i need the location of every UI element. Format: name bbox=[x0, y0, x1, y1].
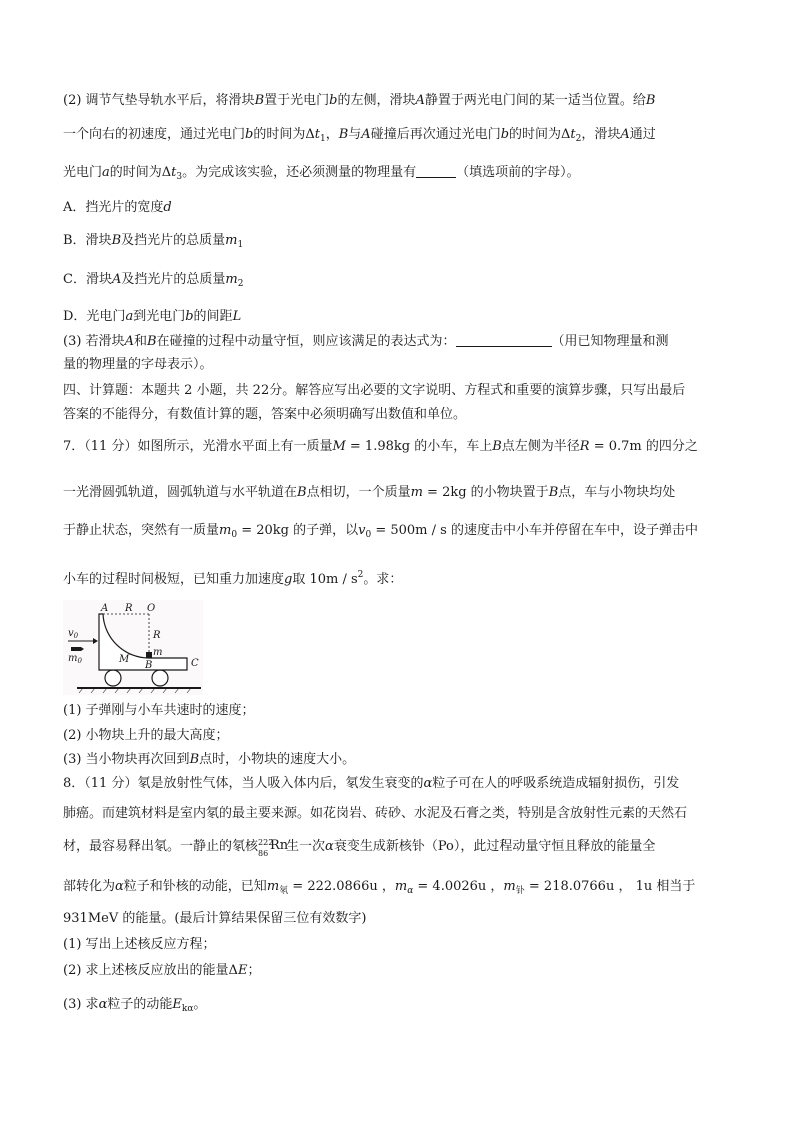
text: = 20kg 的子弹，以 bbox=[237, 523, 359, 538]
symbol-a: a bbox=[102, 165, 110, 180]
text: 到光电门 bbox=[133, 309, 186, 324]
small-block bbox=[146, 652, 152, 658]
symbol-a: a bbox=[125, 309, 134, 324]
label-R-top: R bbox=[125, 603, 133, 614]
label-m0: $m_0$ bbox=[68, 653, 82, 665]
text: 小车的过程时间极短，已知重力加速度 bbox=[63, 572, 285, 587]
symbol-v: v bbox=[358, 523, 366, 538]
cart-diagram bbox=[63, 600, 203, 695]
text: 与 bbox=[348, 127, 362, 142]
text: 点相切，一个质量 bbox=[306, 485, 411, 500]
symbol-alpha: α bbox=[423, 776, 433, 791]
text: 的时间为Δ bbox=[509, 127, 571, 142]
option-b bbox=[63, 232, 754, 254]
text: 粒子可在人的呼吸系统造成辐射损伤，引发 bbox=[432, 776, 680, 791]
p7-line-2 bbox=[63, 484, 754, 502]
symbol-A: A bbox=[124, 334, 134, 349]
symbol-b: b bbox=[245, 127, 254, 142]
symbol-m: m bbox=[225, 272, 238, 287]
q2-line-3 bbox=[63, 164, 754, 186]
text: 的间距 bbox=[193, 309, 233, 324]
element-symbol: Rn bbox=[270, 838, 289, 853]
subscript: 氡 bbox=[279, 886, 289, 896]
text: (3) 求 bbox=[63, 997, 99, 1012]
symbol-B: B bbox=[254, 93, 265, 108]
subscript: kα bbox=[181, 1004, 194, 1014]
wheel bbox=[152, 670, 168, 686]
radon-nucleus bbox=[258, 836, 289, 858]
symbol-B: B bbox=[338, 127, 349, 142]
symbol-B: B bbox=[645, 93, 656, 108]
symbol-t: t bbox=[570, 127, 576, 142]
symbol-alpha: α bbox=[325, 839, 334, 854]
symbol-m: m bbox=[503, 879, 516, 894]
symbol-t: t bbox=[171, 165, 177, 180]
text: B．滑块 bbox=[63, 233, 112, 248]
option-c bbox=[63, 271, 754, 293]
symbol-B: B bbox=[189, 752, 200, 767]
charge-number: 86 bbox=[258, 849, 269, 858]
subscript: 1 bbox=[237, 240, 244, 250]
symbol-b: b bbox=[500, 127, 510, 142]
subscript: 2 bbox=[575, 134, 582, 144]
p8-line-2: 肺癌。而建筑材料是室内氡的最主要来源。如花岗岩、砖砂、水泥及石膏之类，特别是含放射性元素的天然石 bbox=[63, 806, 688, 821]
text: 光电门 bbox=[63, 165, 103, 180]
text: = 2kg 的小物块置于 bbox=[422, 485, 549, 500]
symbol-d: d bbox=[163, 200, 172, 215]
text: 和 bbox=[133, 334, 147, 349]
text: = 1.98kg 的小车，车上 bbox=[345, 439, 493, 454]
label-m: m bbox=[153, 647, 163, 658]
symbol-m: m bbox=[225, 233, 238, 248]
p8-line-5: 931MeV 的能量。(最后计算结果保留三位有效数字) bbox=[63, 911, 367, 926]
text: 粒子的动能 bbox=[107, 997, 173, 1012]
label-v0: $v_0$ bbox=[68, 628, 79, 640]
text: 置于光电门 bbox=[264, 93, 330, 108]
text: = 500m / s 的速度击中小车并停留在车中，设子弹击中 bbox=[371, 523, 698, 538]
symbol-E: E bbox=[172, 997, 182, 1012]
text: = 0.7m 的四分之 bbox=[589, 439, 698, 454]
symbol-A: A bbox=[620, 127, 630, 142]
symbol-B: B bbox=[111, 233, 122, 248]
p7-line-3 bbox=[63, 522, 754, 544]
text: = 4.0026u ， bbox=[413, 879, 504, 894]
symbol-L: L bbox=[232, 309, 242, 324]
text: = 218.0766u ， 1u 相当于 bbox=[524, 879, 696, 894]
text: 的左侧，滑块 bbox=[337, 93, 416, 108]
p8-line-3 bbox=[63, 836, 754, 856]
option-a bbox=[63, 199, 754, 217]
p7-sub-1: (1) 子弹刚与小车共速时的速度； bbox=[63, 703, 255, 718]
text: 衰变生成新核钋（Po），此过程动量守恒且释放的能量全 bbox=[333, 839, 656, 854]
label-A: A bbox=[101, 603, 109, 614]
p7-line-4 bbox=[63, 566, 754, 589]
text: 粒子和钋核的动能，已知 bbox=[123, 879, 267, 894]
p7-line-1 bbox=[63, 438, 754, 456]
text: 7．（11 分）如图所示，光滑水平面上有一质量 bbox=[63, 439, 333, 454]
text: (2) 求上述核反应放出的能量Δ bbox=[63, 963, 238, 978]
symbol-b: b bbox=[185, 309, 194, 324]
symbol-m: m bbox=[394, 879, 408, 894]
text: 点时，小物块的速度大小。 bbox=[199, 752, 356, 767]
subscript: α bbox=[407, 886, 414, 896]
text: 点左侧为半径 bbox=[501, 439, 580, 454]
subscript: 2 bbox=[237, 279, 244, 289]
symbol-B: B bbox=[146, 334, 157, 349]
symbol-R: R bbox=[579, 439, 590, 454]
text: 的时间为Δ bbox=[109, 165, 172, 180]
label-B: B bbox=[145, 660, 153, 671]
answer-blank bbox=[456, 334, 552, 347]
symbol-B: B bbox=[548, 485, 559, 500]
section-heading-line-2: 答案的不能得分，有数值计算的题，答案中必须明确写出数值和单位。 bbox=[63, 407, 467, 422]
option-d bbox=[63, 308, 754, 326]
symbol-B: B bbox=[492, 439, 502, 454]
symbol-B: B bbox=[297, 485, 307, 500]
text: 碰撞后再次通过光电门 bbox=[370, 127, 501, 142]
symbol-alpha: α bbox=[98, 997, 108, 1012]
text: （填选项前的字母）。 bbox=[456, 165, 580, 180]
text: D．光电门 bbox=[63, 309, 126, 324]
q2-line-1 bbox=[63, 92, 754, 110]
symbol-E: E bbox=[237, 963, 248, 978]
text: 。 bbox=[193, 997, 207, 1012]
label-O: O bbox=[147, 603, 156, 614]
subscript: 钋 bbox=[515, 886, 525, 896]
text: C．滑块 bbox=[63, 272, 112, 287]
symbol-m: m bbox=[266, 879, 280, 894]
text: 生一次 bbox=[286, 839, 326, 854]
mass-number: 222 bbox=[258, 838, 274, 847]
p7-sub-2: (2) 小物块上升的最大高度； bbox=[63, 728, 229, 743]
subscript: 0 bbox=[365, 530, 372, 540]
symbol-alpha: α bbox=[115, 879, 124, 894]
symbol-A: A bbox=[361, 127, 371, 142]
text: 在碰撞的过程中动量守恒，则应该满足的表达式为： bbox=[156, 334, 456, 349]
p8-sub-3 bbox=[63, 996, 754, 1018]
text: 部转化为 bbox=[63, 879, 116, 894]
text: 及挡光片的总质量 bbox=[121, 233, 226, 248]
text: 通过 bbox=[629, 127, 656, 142]
q2-line-2 bbox=[63, 126, 754, 148]
subscript: 0 bbox=[231, 530, 238, 540]
symbol-t: t bbox=[314, 127, 320, 142]
text: ； bbox=[247, 963, 261, 978]
p8-sub-2 bbox=[63, 962, 754, 980]
text: 。为完成该实验，还必须测量的物理量有 bbox=[182, 165, 417, 180]
text: 一个向右的初速度，通过光电门 bbox=[63, 127, 246, 142]
text: (3) 当小物块再次回到 bbox=[63, 752, 190, 767]
text: 取 10m / s bbox=[292, 572, 358, 587]
text: 。求： bbox=[363, 572, 403, 587]
text: 及挡光片的总质量 bbox=[121, 272, 226, 287]
subscript: 3 bbox=[176, 172, 183, 182]
text: 于静止状态，突然有一质量 bbox=[63, 523, 220, 538]
symbol-M: M bbox=[332, 439, 346, 454]
wheel bbox=[105, 670, 121, 686]
text: ，滑块 bbox=[581, 127, 621, 142]
label-C: C bbox=[191, 658, 199, 669]
text: = 222.0866u ， bbox=[288, 879, 395, 894]
p8-line-4 bbox=[63, 878, 754, 900]
text: （用已知物理量和测 bbox=[551, 334, 669, 349]
p8-sub-1: (1) 写出上述核反应方程； bbox=[63, 937, 216, 952]
p7-sub-3 bbox=[63, 751, 754, 769]
symbol-b: b bbox=[329, 93, 338, 108]
text: 材，最容易释出氡。一静止的氡核 bbox=[63, 839, 259, 854]
text: (2) 调节气垫导轨水平后，将滑块 bbox=[63, 93, 255, 108]
p8-line-1 bbox=[63, 775, 754, 793]
subscript: 1 bbox=[319, 134, 326, 144]
answer-blank bbox=[416, 165, 456, 178]
symbol-m: m bbox=[219, 523, 232, 538]
text: 的时间为Δ bbox=[253, 127, 315, 142]
text: (3) 若滑块 bbox=[63, 334, 125, 349]
symbol-m: m bbox=[410, 485, 423, 500]
text: 一光滑圆弧轨道，圆弧轨道与水平轨道在 bbox=[63, 485, 298, 500]
symbol-g: g bbox=[284, 572, 293, 587]
label-M: M bbox=[119, 654, 130, 665]
text: 8．（11 分）氡是放射性气体，当人吸入体内后，氡发生衰变的 bbox=[63, 776, 424, 791]
symbol-A: A bbox=[111, 272, 122, 287]
superscript: 2 bbox=[357, 570, 364, 580]
text: 点，车与小物块均处 bbox=[558, 485, 676, 500]
text: ， bbox=[325, 127, 339, 142]
symbol-A: A bbox=[415, 93, 425, 108]
text: 静置于两光电门间的某一适当位置。给 bbox=[424, 93, 646, 108]
q3-line-1 bbox=[63, 333, 754, 351]
bullet bbox=[71, 647, 81, 651]
section-heading-line-1: 四、计算题：本题共 2 小题，共 22分。解答应写出必要的文字说明、方程式和重要的演算步骤，只写出最后 bbox=[63, 383, 686, 398]
q3-line-2: 量的物理量的字母表示）。 bbox=[63, 357, 213, 372]
label-R-side: R bbox=[153, 630, 161, 641]
text: A．挡光片的宽度 bbox=[63, 200, 164, 215]
